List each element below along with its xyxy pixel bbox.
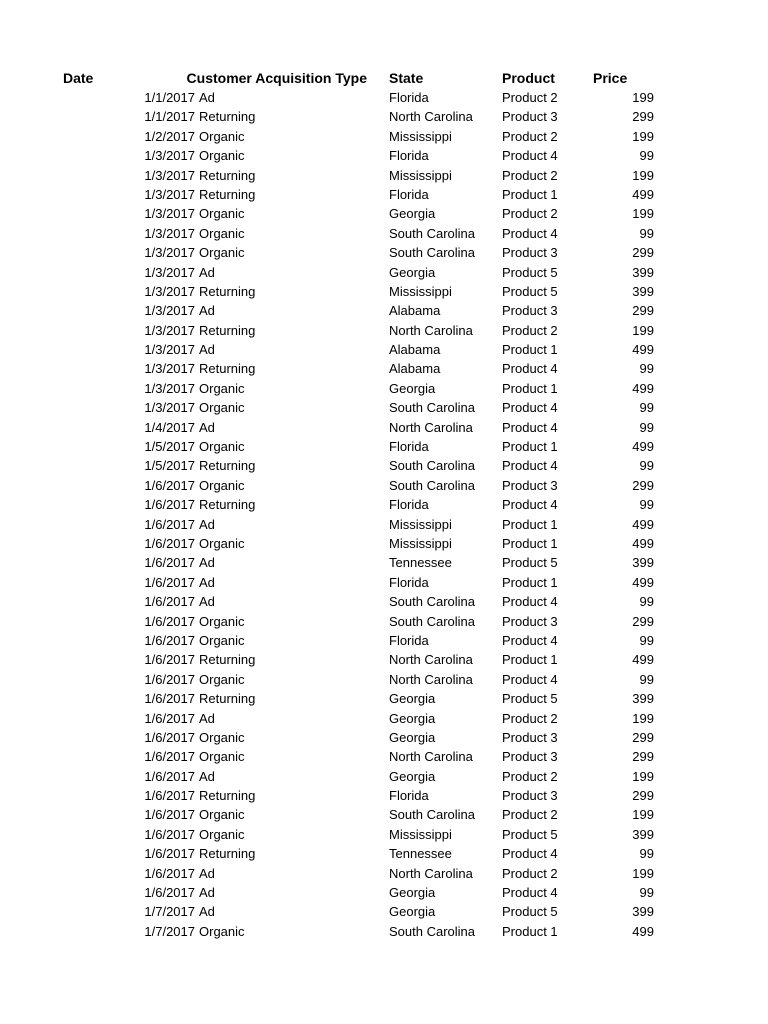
cell-date: 1/2/2017: [144, 128, 195, 144]
cell-date: 1/7/2017: [144, 904, 195, 920]
cell-acquisition-type: Ad: [199, 555, 215, 571]
cell-date: 1/6/2017: [144, 555, 195, 571]
cell-state: North Carolina: [389, 322, 473, 338]
cell-price: 499: [632, 186, 654, 202]
cell-state: Mississippi: [389, 516, 452, 532]
table-row: [0, 573, 768, 592]
cell-product: Product 1: [502, 652, 558, 668]
cell-date: 1/3/2017: [144, 303, 195, 319]
cell-state: Florida: [389, 439, 429, 455]
cell-date: 1/6/2017: [144, 826, 195, 842]
cell-price: 199: [632, 710, 654, 726]
cell-state: North Carolina: [389, 419, 473, 435]
table-row: [0, 263, 768, 282]
cell-product: Product 1: [502, 535, 558, 551]
cell-price: 199: [632, 128, 654, 144]
table-row: [0, 340, 768, 359]
table-row: [0, 902, 768, 921]
table-row: [0, 127, 768, 146]
cell-acquisition-type: Organic: [199, 439, 245, 455]
cell-product: Product 4: [502, 148, 558, 164]
cell-state: Mississippi: [389, 128, 452, 144]
cell-acquisition-type: Ad: [199, 885, 215, 901]
cell-date: 1/3/2017: [144, 245, 195, 261]
table-row: [0, 224, 768, 243]
table-row: [0, 379, 768, 398]
cell-state: South Carolina: [389, 400, 475, 416]
table-row: [0, 592, 768, 611]
cell-acquisition-type: Ad: [199, 516, 215, 532]
cell-date: 1/6/2017: [144, 535, 195, 551]
cell-product: Product 4: [502, 885, 558, 901]
cell-product: Product 2: [502, 710, 558, 726]
cell-state: Tennessee: [389, 555, 452, 571]
cell-product: Product 3: [502, 788, 558, 804]
cell-date: 1/6/2017: [144, 691, 195, 707]
cell-price: 399: [632, 826, 654, 842]
cell-date: 1/6/2017: [144, 497, 195, 513]
cell-state: Mississippi: [389, 167, 452, 183]
cell-state: South Carolina: [389, 225, 475, 241]
cell-price: 499: [632, 574, 654, 590]
cell-date: 1/6/2017: [144, 865, 195, 881]
cell-acquisition-type: Ad: [199, 574, 215, 590]
table-row: [0, 146, 768, 165]
cell-state: North Carolina: [389, 109, 473, 125]
cell-date: 1/6/2017: [144, 846, 195, 862]
cell-state: North Carolina: [389, 671, 473, 687]
cell-acquisition-type: Returning: [199, 691, 256, 707]
cell-product: Product 4: [502, 361, 558, 377]
table-row: [0, 864, 768, 883]
cell-state: Georgia: [389, 885, 436, 901]
cell-acquisition-type: Organic: [199, 128, 245, 144]
cell-state: Mississippi: [389, 826, 452, 842]
cell-state: Alabama: [389, 342, 441, 358]
cell-price: 199: [632, 322, 654, 338]
cell-product: Product 4: [502, 400, 558, 416]
cell-price: 399: [632, 691, 654, 707]
cell-acquisition-type: Ad: [199, 594, 215, 610]
cell-product: Product 1: [502, 380, 558, 396]
cell-product: Product 4: [502, 846, 558, 862]
cell-date: 1/6/2017: [144, 788, 195, 804]
cell-acquisition-type: Organic: [199, 613, 245, 629]
cell-acquisition-type: Organic: [199, 749, 245, 765]
cell-state: Tennessee: [389, 846, 452, 862]
cell-acquisition-type: Organic: [199, 245, 245, 261]
cell-price: 499: [632, 652, 654, 668]
table-row: [0, 747, 768, 766]
cell-product: Product 3: [502, 477, 558, 493]
cell-date: 1/5/2017: [144, 458, 195, 474]
cell-acquisition-type: Organic: [199, 923, 245, 939]
cell-acquisition-type: Returning: [199, 186, 256, 202]
cell-price: 99: [639, 148, 654, 164]
cell-state: Alabama: [389, 303, 441, 319]
cell-product: Product 4: [502, 419, 558, 435]
table-row: [0, 728, 768, 747]
table-row: [0, 883, 768, 902]
table-row: [0, 243, 768, 262]
cell-product: Product 5: [502, 555, 558, 571]
cell-acquisition-type: Returning: [199, 167, 256, 183]
table-row: [0, 786, 768, 805]
cell-product: Product 1: [502, 342, 558, 358]
cell-product: Product 2: [502, 322, 558, 338]
cell-price: 499: [632, 535, 654, 551]
table-row: [0, 321, 768, 340]
cell-date: 1/6/2017: [144, 574, 195, 590]
cell-state: Florida: [389, 186, 429, 202]
table-row: [0, 359, 768, 378]
table-row: [0, 612, 768, 631]
table-row: [0, 107, 768, 126]
cell-product: Product 4: [502, 671, 558, 687]
cell-product: Product 2: [502, 167, 558, 183]
header-product: Product: [502, 70, 555, 86]
cell-acquisition-type: Ad: [199, 865, 215, 881]
cell-acquisition-type: Ad: [199, 768, 215, 784]
cell-acquisition-type: Returning: [199, 497, 256, 513]
cell-state: South Carolina: [389, 458, 475, 474]
cell-acquisition-type: Organic: [199, 477, 245, 493]
cell-state: South Carolina: [389, 923, 475, 939]
cell-price: 99: [639, 497, 654, 513]
cell-state: Mississippi: [389, 283, 452, 299]
cell-date: 1/3/2017: [144, 380, 195, 396]
cell-acquisition-type: Returning: [199, 458, 256, 474]
cell-date: 1/6/2017: [144, 516, 195, 532]
cell-date: 1/3/2017: [144, 225, 195, 241]
cell-price: 299: [632, 109, 654, 125]
cell-acquisition-type: Organic: [199, 671, 245, 687]
table-row: [0, 825, 768, 844]
cell-price: 99: [639, 225, 654, 241]
cell-acquisition-type: Ad: [199, 303, 215, 319]
cell-product: Product 5: [502, 264, 558, 280]
cell-product: Product 2: [502, 206, 558, 222]
cell-price: 499: [632, 923, 654, 939]
table-row: [0, 844, 768, 863]
cell-date: 1/6/2017: [144, 671, 195, 687]
cell-state: Alabama: [389, 361, 441, 377]
cell-price: 299: [632, 613, 654, 629]
cell-price: 99: [639, 361, 654, 377]
cell-date: 1/3/2017: [144, 206, 195, 222]
cell-price: 199: [632, 206, 654, 222]
cell-price: 399: [632, 555, 654, 571]
cell-product: Product 1: [502, 186, 558, 202]
cell-acquisition-type: Organic: [199, 807, 245, 823]
cell-product: Product 2: [502, 768, 558, 784]
cell-price: 399: [632, 904, 654, 920]
cell-product: Product 3: [502, 109, 558, 125]
cell-price: 299: [632, 729, 654, 745]
cell-date: 1/6/2017: [144, 613, 195, 629]
cell-state: Georgia: [389, 729, 436, 745]
cell-product: Product 3: [502, 245, 558, 261]
table-row: [0, 166, 768, 185]
cell-product: Product 3: [502, 749, 558, 765]
cell-price: 99: [639, 419, 654, 435]
cell-price: 299: [632, 245, 654, 261]
cell-state: Georgia: [389, 710, 436, 726]
cell-date: 1/6/2017: [144, 652, 195, 668]
cell-state: Florida: [389, 574, 429, 590]
cell-acquisition-type: Returning: [199, 788, 256, 804]
cell-acquisition-type: Ad: [199, 904, 215, 920]
cell-product: Product 2: [502, 865, 558, 881]
cell-state: Georgia: [389, 380, 436, 396]
cell-product: Product 4: [502, 632, 558, 648]
cell-acquisition-type: Returning: [199, 283, 256, 299]
table-row: [0, 437, 768, 456]
cell-date: 1/3/2017: [144, 400, 195, 416]
cell-acquisition-type: Organic: [199, 535, 245, 551]
cell-date: 1/3/2017: [144, 167, 195, 183]
cell-acquisition-type: Ad: [199, 264, 215, 280]
cell-price: 99: [639, 671, 654, 687]
table-row: [0, 398, 768, 417]
cell-state: South Carolina: [389, 594, 475, 610]
cell-product: Product 3: [502, 729, 558, 745]
cell-product: Product 4: [502, 594, 558, 610]
cell-acquisition-type: Organic: [199, 400, 245, 416]
cell-state: North Carolina: [389, 652, 473, 668]
cell-date: 1/6/2017: [144, 885, 195, 901]
cell-date: 1/6/2017: [144, 768, 195, 784]
header-state: State: [389, 70, 424, 86]
table-row: [0, 476, 768, 495]
cell-date: 1/6/2017: [144, 710, 195, 726]
cell-date: 1/6/2017: [144, 749, 195, 765]
cell-state: Georgia: [389, 904, 436, 920]
table-row: [0, 495, 768, 514]
cell-state: North Carolina: [389, 749, 473, 765]
cell-state: South Carolina: [389, 807, 475, 823]
cell-acquisition-type: Organic: [199, 380, 245, 396]
table-row: [0, 709, 768, 728]
cell-product: Product 2: [502, 128, 558, 144]
header-price: Price: [593, 70, 628, 86]
table-row: [0, 631, 768, 650]
cell-acquisition-type: Organic: [199, 826, 245, 842]
cell-product: Product 3: [502, 303, 558, 319]
cell-date: 1/6/2017: [144, 632, 195, 648]
cell-product: Product 1: [502, 439, 558, 455]
cell-price: 399: [632, 264, 654, 280]
table-row: [0, 185, 768, 204]
table-row: [0, 650, 768, 669]
cell-date: 1/3/2017: [144, 322, 195, 338]
cell-date: 1/3/2017: [144, 186, 195, 202]
cell-date: 1/3/2017: [144, 361, 195, 377]
cell-product: Product 4: [502, 225, 558, 241]
cell-acquisition-type: Ad: [199, 419, 215, 435]
cell-price: 299: [632, 788, 654, 804]
cell-price: 299: [632, 477, 654, 493]
table-row: [0, 515, 768, 534]
cell-acquisition-type: Returning: [199, 361, 256, 377]
cell-state: Florida: [389, 632, 429, 648]
cell-product: Product 5: [502, 283, 558, 299]
header-customer-acquisition-type: Customer Acquisition Type: [186, 70, 367, 86]
cell-date: 1/3/2017: [144, 342, 195, 358]
cell-state: South Carolina: [389, 477, 475, 493]
data-rows: [0, 88, 768, 941]
cell-state: North Carolina: [389, 865, 473, 881]
cell-state: Mississippi: [389, 535, 452, 551]
cell-state: Florida: [389, 148, 429, 164]
cell-date: 1/7/2017: [144, 923, 195, 939]
cell-state: Georgia: [389, 768, 436, 784]
cell-product: Product 5: [502, 826, 558, 842]
table-row: [0, 301, 768, 320]
cell-price: 99: [639, 400, 654, 416]
cell-date: 1/1/2017: [144, 90, 195, 105]
table-row: [0, 418, 768, 437]
cell-price: 99: [639, 846, 654, 862]
table-row: [0, 689, 768, 708]
cell-product: Product 4: [502, 458, 558, 474]
cell-acquisition-type: Returning: [199, 322, 256, 338]
table-row: [0, 534, 768, 553]
cell-date: 1/5/2017: [144, 439, 195, 455]
cell-price: 299: [632, 303, 654, 319]
cell-date: 1/6/2017: [144, 807, 195, 823]
cell-state: Georgia: [389, 264, 436, 280]
cell-date: 1/3/2017: [144, 148, 195, 164]
table-row: [0, 767, 768, 786]
cell-product: Product 3: [502, 613, 558, 629]
cell-state: Georgia: [389, 206, 436, 222]
cell-state: Florida: [389, 90, 429, 105]
cell-date: 1/1/2017: [144, 109, 195, 125]
table-row: [0, 670, 768, 689]
cell-date: 1/6/2017: [144, 729, 195, 745]
cell-state: Florida: [389, 788, 429, 804]
cell-price: 199: [632, 807, 654, 823]
table-row: [0, 456, 768, 475]
cell-date: 1/3/2017: [144, 264, 195, 280]
cell-acquisition-type: Organic: [199, 225, 245, 241]
cell-acquisition-type: Returning: [199, 846, 256, 862]
cell-product: Product 1: [502, 574, 558, 590]
cell-product: Product 1: [502, 516, 558, 532]
cell-acquisition-type: Ad: [199, 342, 215, 358]
cell-price: 199: [632, 768, 654, 784]
cell-price: 99: [639, 458, 654, 474]
cell-date: 1/4/2017: [144, 419, 195, 435]
header-row: [0, 68, 768, 88]
cell-acquisition-type: Organic: [199, 148, 245, 164]
cell-date: 1/3/2017: [144, 283, 195, 299]
table-row: [0, 553, 768, 572]
cell-price: 199: [632, 865, 654, 881]
cell-price: 399: [632, 283, 654, 299]
cell-product: Product 2: [502, 807, 558, 823]
cell-price: 499: [632, 516, 654, 532]
cell-acquisition-type: Ad: [199, 90, 215, 105]
cell-acquisition-type: Organic: [199, 729, 245, 745]
cell-product: Product 4: [502, 497, 558, 513]
cell-price: 199: [632, 167, 654, 183]
table-row: [0, 204, 768, 223]
cell-acquisition-type: Ad: [199, 710, 215, 726]
table-row: [0, 88, 768, 107]
cell-price: 99: [639, 632, 654, 648]
cell-price: 99: [639, 594, 654, 610]
cell-state: South Carolina: [389, 245, 475, 261]
cell-product: Product 5: [502, 691, 558, 707]
cell-price: 199: [632, 90, 654, 105]
cell-price: 299: [632, 749, 654, 765]
cell-price: 499: [632, 380, 654, 396]
cell-acquisition-type: Returning: [199, 109, 256, 125]
cell-state: Florida: [389, 497, 429, 513]
cell-product: Product 5: [502, 904, 558, 920]
cell-price: 499: [632, 439, 654, 455]
table-row: [0, 282, 768, 301]
cell-date: 1/6/2017: [144, 477, 195, 493]
cell-state: Georgia: [389, 691, 436, 707]
cell-acquisition-type: Returning: [199, 652, 256, 668]
cell-price: 499: [632, 342, 654, 358]
table-row: [0, 805, 768, 824]
cell-price: 99: [639, 885, 654, 901]
cell-product: Product 1: [502, 923, 558, 939]
cell-state: South Carolina: [389, 613, 475, 629]
header-date: Date: [63, 70, 94, 86]
cell-acquisition-type: Organic: [199, 632, 245, 648]
cell-date: 1/6/2017: [144, 594, 195, 610]
cell-acquisition-type: Organic: [199, 206, 245, 222]
table-row: [0, 922, 768, 941]
cell-product: Product 2: [502, 90, 558, 105]
